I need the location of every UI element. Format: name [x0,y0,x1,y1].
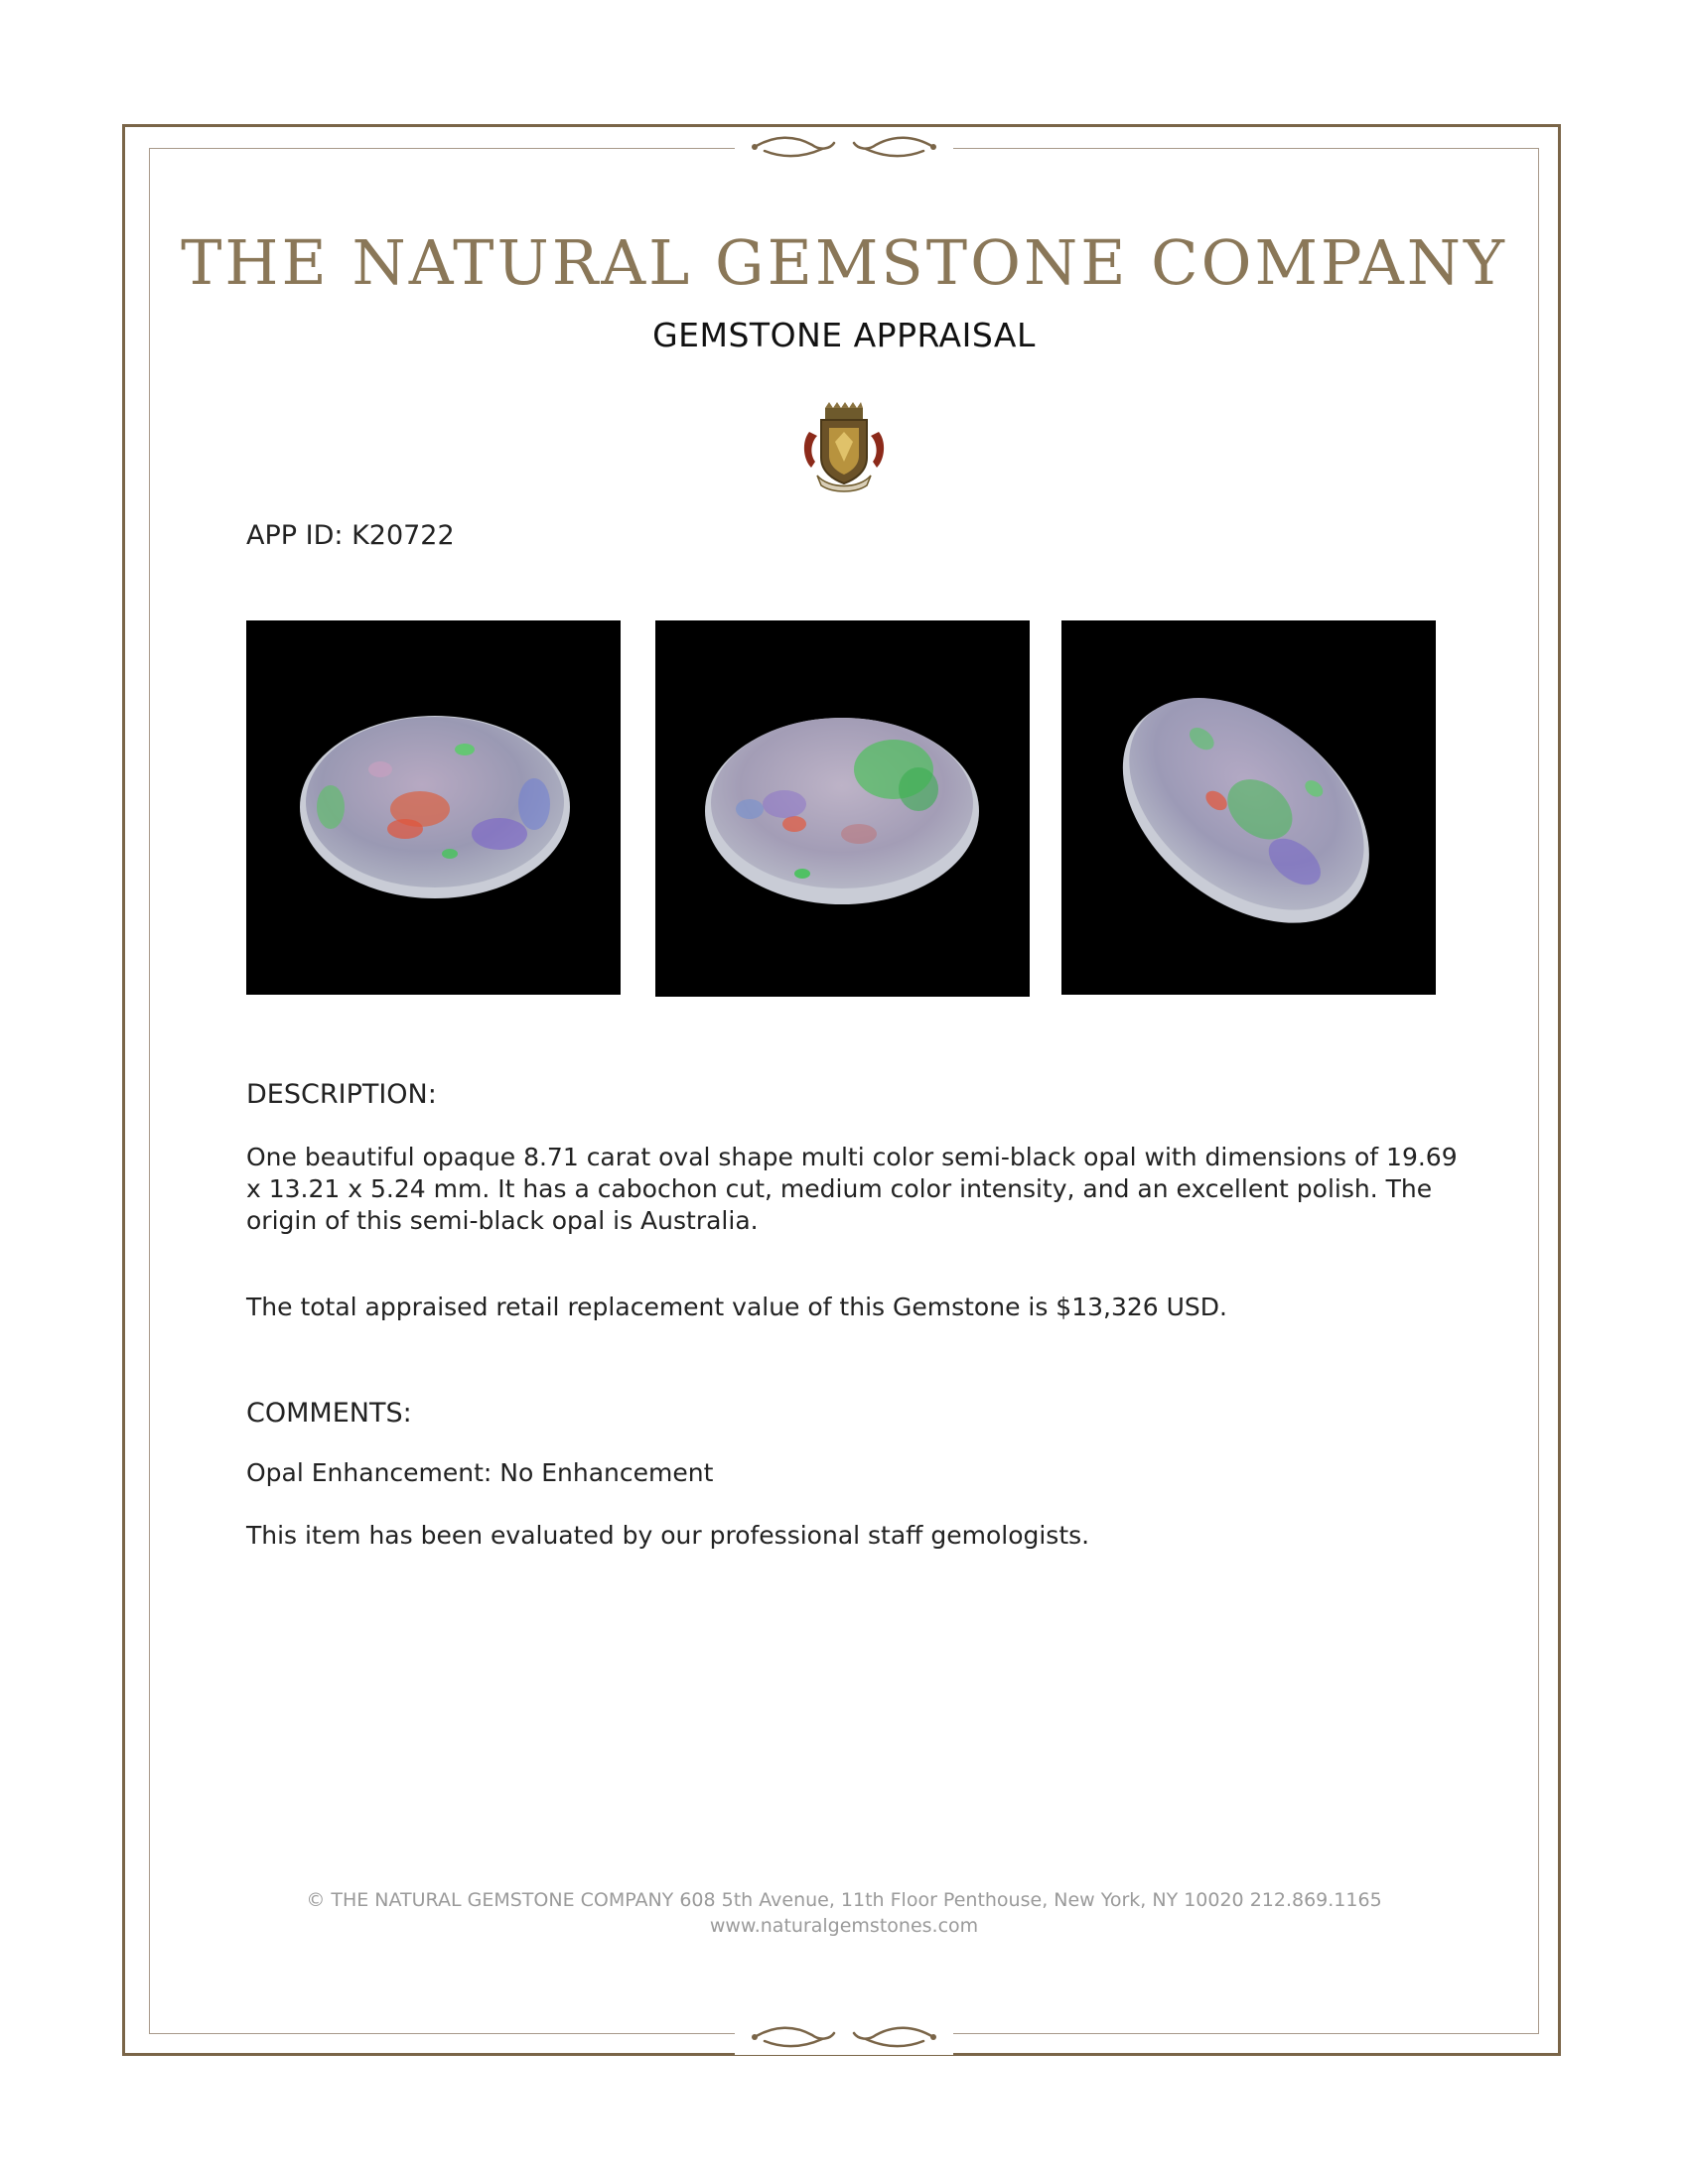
evaluation-note: This item has been evaluated by our professional staff gemologists. [246,1521,1090,1550]
opal-photo-front [246,620,621,995]
document-type: GEMSTONE APPRAISAL [652,316,1036,354]
comments-heading: COMMENTS: [246,1398,412,1429]
crest-logo-icon [799,402,889,493]
company-name: THE NATURAL GEMSTONE COMPANY [181,226,1507,299]
app-id [246,520,455,551]
opal-photo-angle [655,620,1030,997]
appraised-value: The total appraised retail replacement value of this Gemstone is $13,326 USD. [246,1293,1228,1321]
top-ornament-icon [735,129,953,165]
description-heading: DESCRIPTION: [246,1079,437,1110]
opal-photo-tilted [1061,620,1436,995]
app-id-value: K20722 [352,520,455,551]
enhancement-note: Opal Enhancement: No Enhancement [246,1458,714,1487]
description-text: One beautiful opaque 8.71 carat oval shape multi color semi-black opal with dimensions of 19.69 x 13.21 x 5.24 mm. It has a cabochon cut, medium color intensity, and an excellent polish. The origin of this semi-black opal is Australia. [246,1143,1458,1235]
footer-website: www.naturalgemstones.com [709,1915,979,1937]
app-id-label: APP ID: [246,520,344,551]
bottom-ornament-icon [735,2019,953,2055]
footer-address: © THE NATURAL GEMSTONE COMPANY 608 5th Avenue, 11th Floor Penthouse, New York, NY 10020 212.869.1165 [306,1889,1382,1911]
